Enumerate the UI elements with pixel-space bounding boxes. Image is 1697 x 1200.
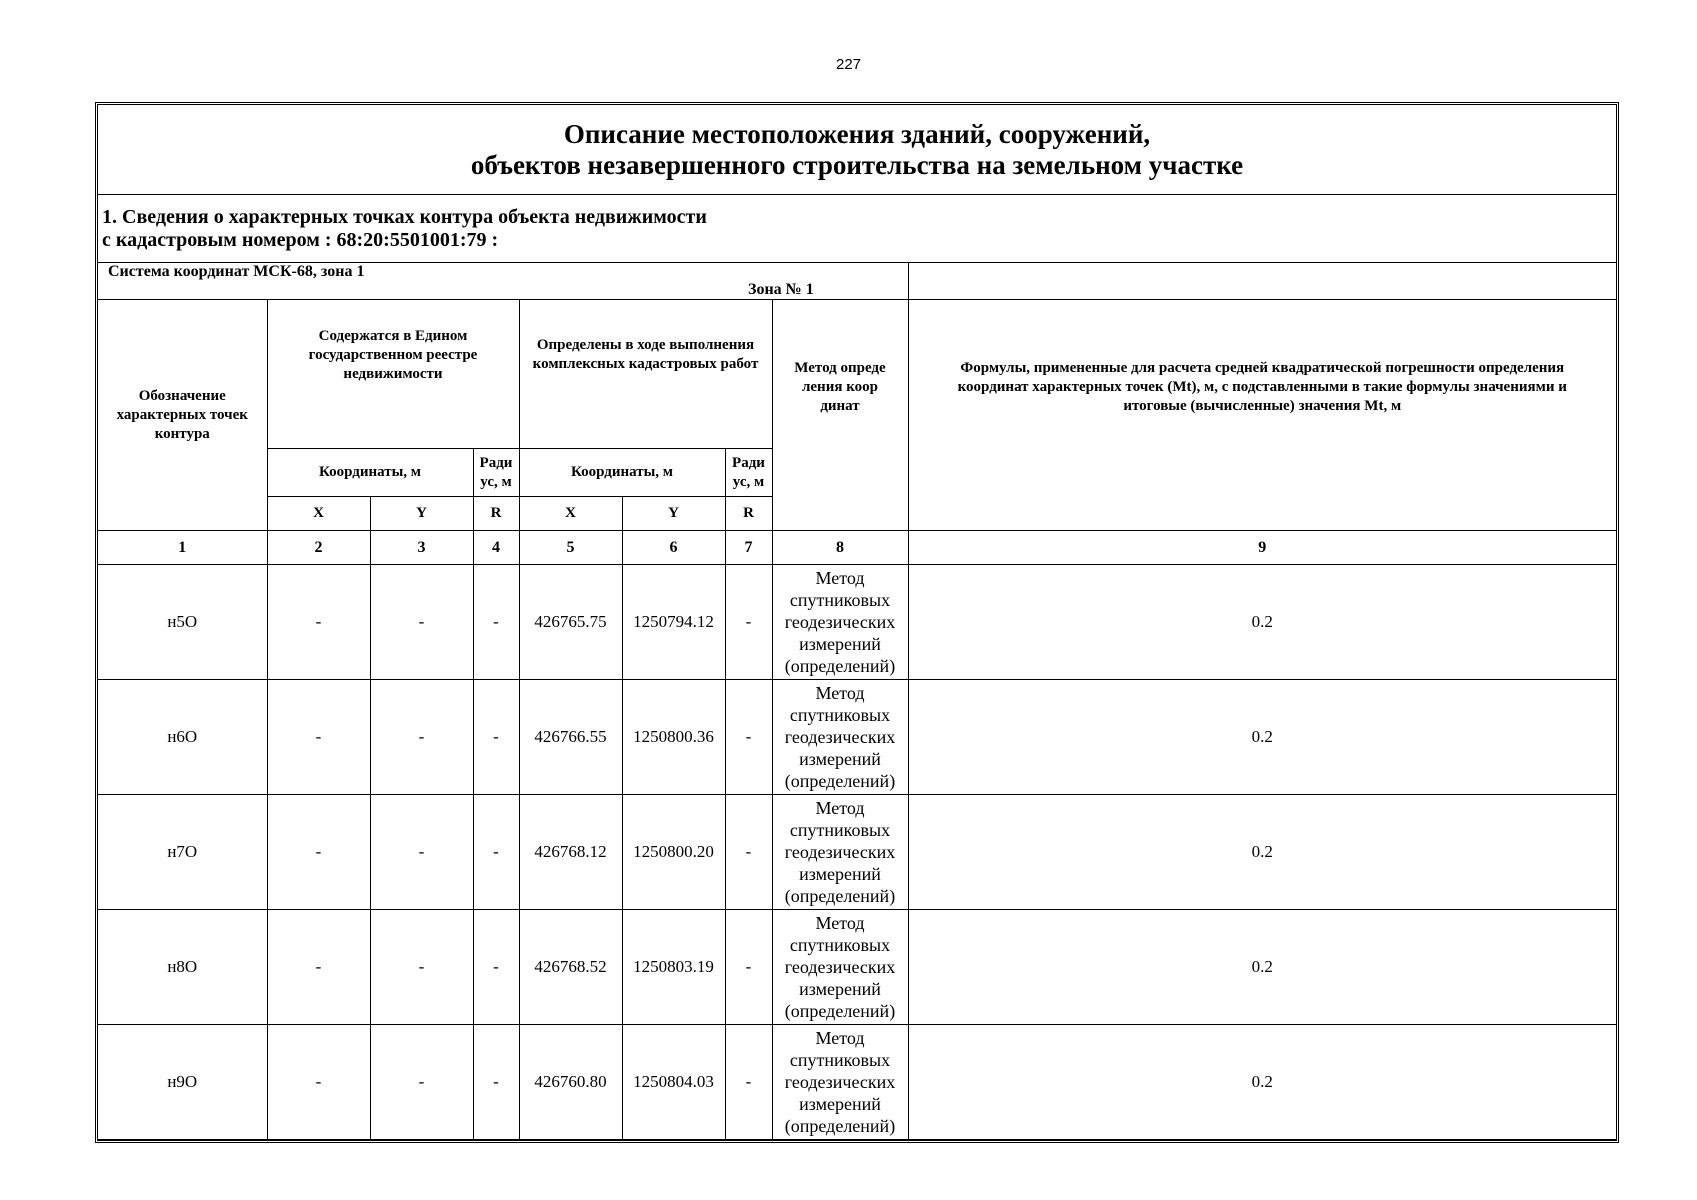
mt-value: 0.2 (908, 680, 1616, 795)
egrn-r: - (473, 680, 519, 795)
column-number: 1 (98, 531, 267, 565)
header-determined-y: Y (622, 497, 725, 531)
header-egrn-radius: Ради ус, м (473, 449, 519, 497)
method: Метод спутниковых геодезических измерений (определений) (772, 680, 908, 795)
coord-x: 426768.52 (519, 910, 622, 1025)
column-number: 2 (267, 531, 370, 565)
column-number: 7 (725, 531, 772, 565)
header-formula (908, 300, 1616, 531)
header-determined (519, 300, 772, 449)
coordinate-row-spacer (908, 263, 1616, 300)
radius: - (725, 565, 772, 680)
header-formula-text: Формулы, примененные для расчета средней квадратической погрешности определения координат характерных точек (Mt), м, с подставленными в такие формулы значениями и итоговые (вычисленные) значения Mt, м (957, 360, 1567, 414)
header-determined-radius: Ради ус, м (725, 449, 772, 497)
radius: - (725, 680, 772, 795)
header-method-text: Метод опреде ления коор динат (794, 360, 886, 414)
coord-y: 1250794.12 (622, 565, 725, 680)
header-method (772, 300, 908, 531)
header-egrn (267, 300, 519, 449)
method: Метод спутниковых геодезических измерений (определений) (772, 910, 908, 1025)
radius: - (725, 910, 772, 1025)
egrn-y: - (370, 680, 473, 795)
header-egrn-r: R (473, 497, 519, 531)
coord-y: 1250803.19 (622, 910, 725, 1025)
header-egrn-text: Содержатся в Едином государственном реестре недвижимости (308, 327, 478, 382)
mt-value: 0.2 (908, 795, 1616, 910)
section-heading-line1: 1. Сведения о характерных точках контура объекта недвижимости (102, 205, 707, 228)
point-name: н5О (98, 565, 267, 680)
egrn-x: - (267, 910, 370, 1025)
coordinate-system-label: Система координат МСК-68, зона 1 (108, 263, 365, 280)
point-name: н7О (98, 795, 267, 910)
header-egrn-y: Y (370, 497, 473, 531)
coord-y: 1250800.20 (622, 795, 725, 910)
document-title (98, 105, 1616, 195)
egrn-x: - (267, 680, 370, 795)
column-number: 6 (622, 531, 725, 565)
header-determined-x: X (519, 497, 622, 531)
header-egrn-coords: Координаты, м (267, 449, 473, 497)
header-point: Обозначение характерных точек контура (98, 300, 267, 531)
egrn-y: - (370, 910, 473, 1025)
table-row (98, 680, 1616, 795)
radius: - (725, 1025, 772, 1140)
egrn-r: - (473, 565, 519, 680)
section-heading (98, 195, 1616, 263)
egrn-y: - (370, 795, 473, 910)
table-row (98, 795, 1616, 910)
egrn-x: - (267, 795, 370, 910)
column-number: 8 (772, 531, 908, 565)
point-name: н6О (98, 680, 267, 795)
egrn-r: - (473, 1025, 519, 1140)
table-row (98, 1025, 1616, 1140)
description-table (98, 105, 1616, 1140)
column-number: 4 (473, 531, 519, 565)
header-determined-text: Определены в ходе выполнения комплексных кадастровых работ (532, 337, 759, 372)
egrn-r: - (473, 910, 519, 1025)
header-determined-r: R (725, 497, 772, 531)
method: Метод спутниковых геодезических измерений (определений) (772, 1025, 908, 1140)
coord-x: 426766.55 (519, 680, 622, 795)
column-number-row (98, 531, 1616, 565)
header-egrn-x: X (267, 497, 370, 531)
mt-value: 0.2 (908, 1025, 1616, 1140)
coord-x: 426760.80 (519, 1025, 622, 1140)
coordinate-system (98, 263, 908, 300)
method: Метод спутниковых геодезических измерений (определений) (772, 795, 908, 910)
column-number: 9 (908, 531, 1616, 565)
egrn-x: - (267, 1025, 370, 1140)
mt-value: 0.2 (908, 565, 1616, 680)
header-determined-coords: Координаты, м (519, 449, 725, 497)
document-frame (95, 102, 1619, 1143)
mt-value: 0.2 (908, 910, 1616, 1025)
table-row (98, 565, 1616, 680)
egrn-y: - (370, 1025, 473, 1140)
point-name: н8О (98, 910, 267, 1025)
coord-y: 1250804.03 (622, 1025, 725, 1140)
column-number: 5 (519, 531, 622, 565)
coord-x: 426768.12 (519, 795, 622, 910)
page-number: 227 (835, 56, 862, 73)
coord-y: 1250800.36 (622, 680, 725, 795)
column-number: 3 (370, 531, 473, 565)
section-heading-line2: с кадастровым номером : 68:20:5501001:79 : (102, 228, 499, 251)
document-title-line1: Описание местоположения зданий, сооружений, (563, 118, 1151, 149)
egrn-y: - (370, 565, 473, 680)
document-title-line2: объектов незавершенного строительства на земельном участке (470, 149, 1244, 180)
coord-x: 426765.75 (519, 565, 622, 680)
zone-label: Зона № 1 (748, 281, 814, 298)
table-row (98, 910, 1616, 1025)
method: Метод спутниковых геодезических измерений (определений) (772, 565, 908, 680)
egrn-x: - (267, 565, 370, 680)
radius: - (725, 795, 772, 910)
egrn-r: - (473, 795, 519, 910)
point-name: н9О (98, 1025, 267, 1140)
